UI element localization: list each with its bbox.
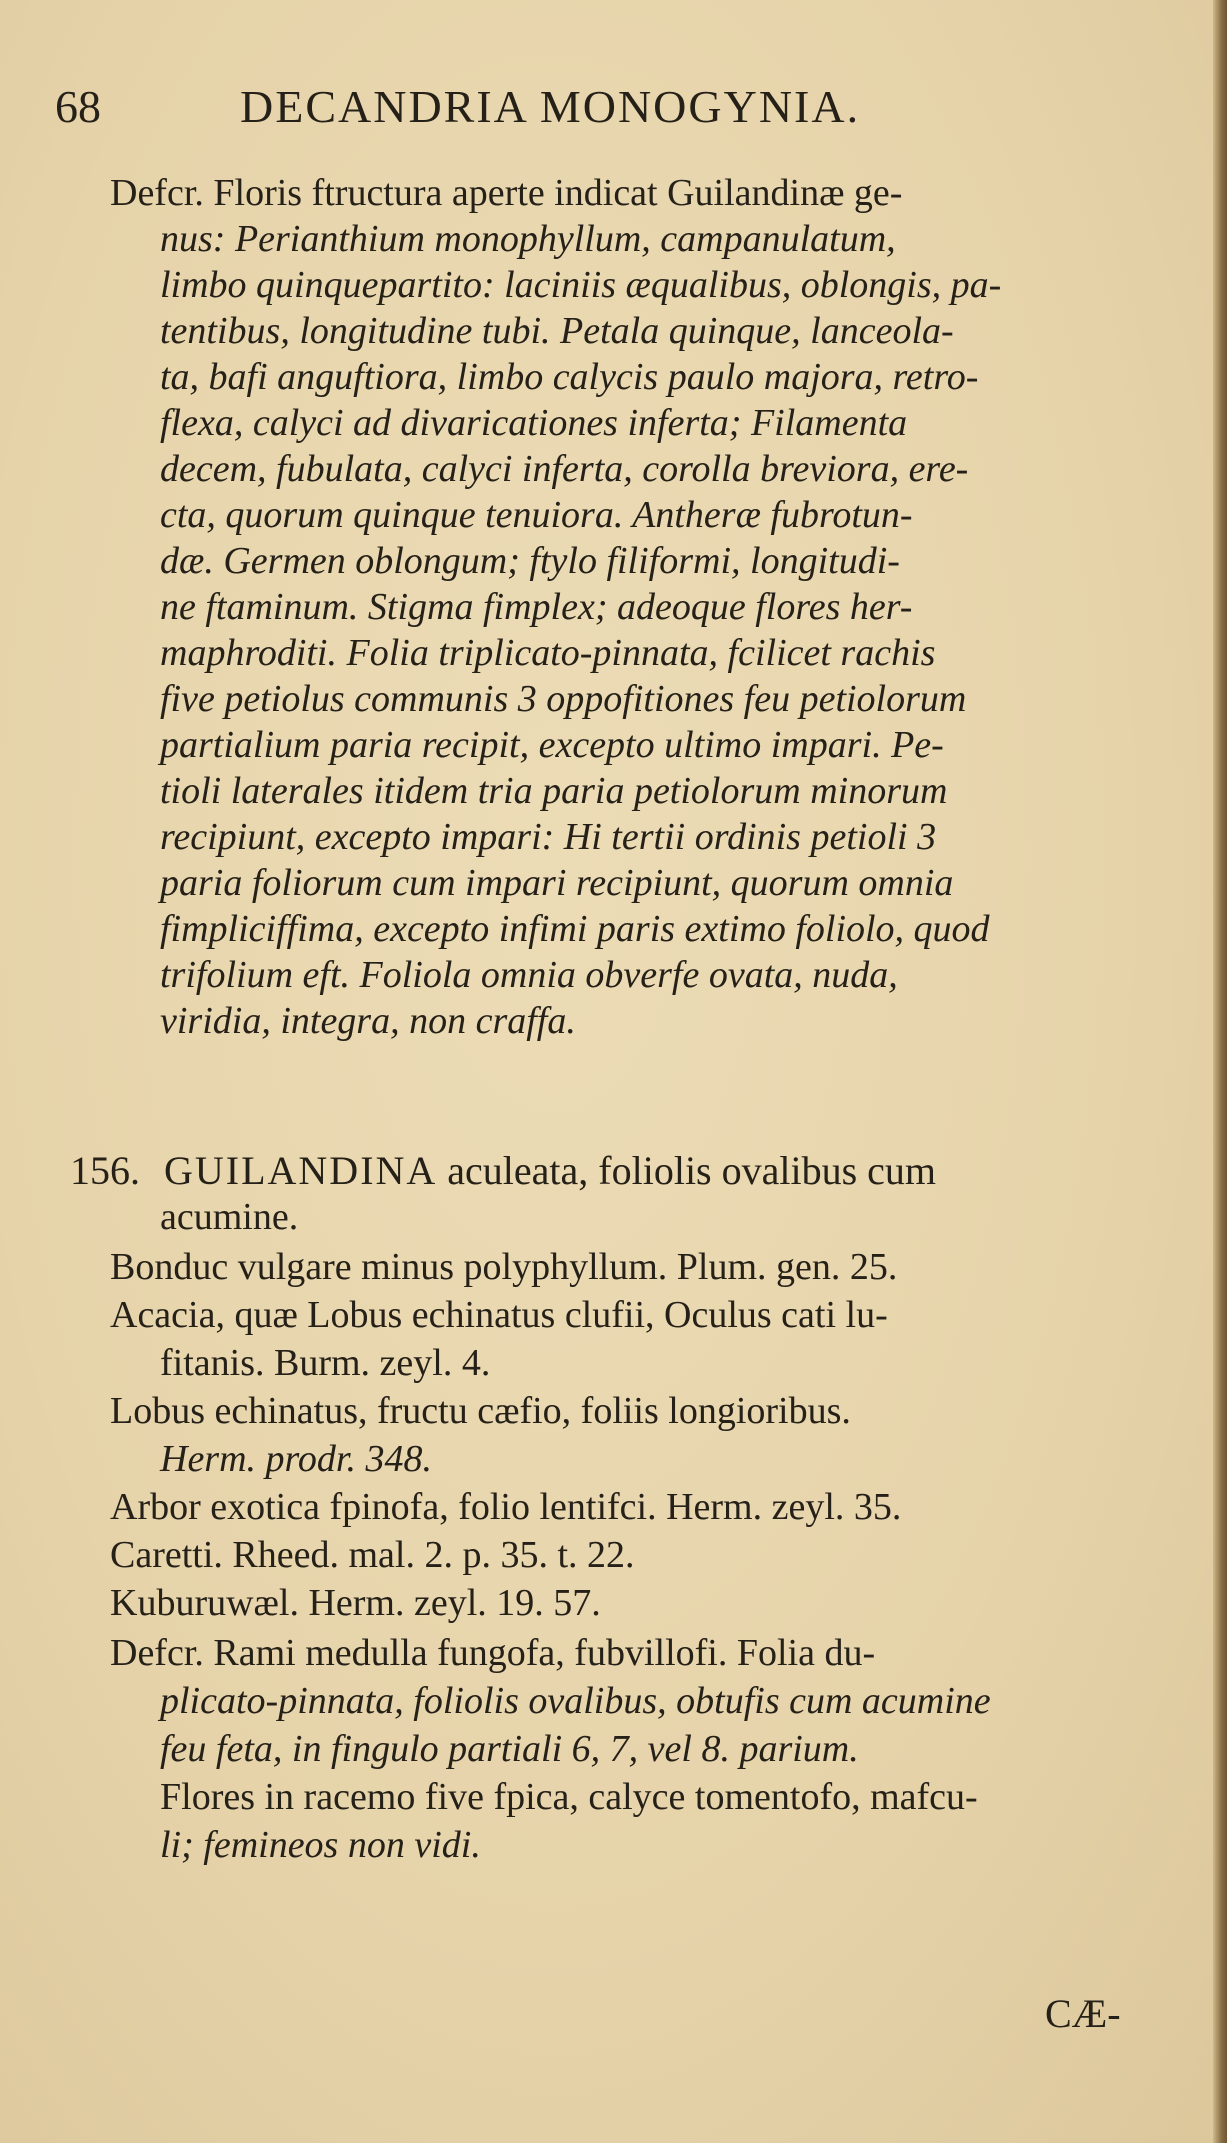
text-line: fimpliciffima, excepto infimi paris extimo foliolo, quod	[160, 908, 990, 950]
text-line: recipiunt, excepto impari: Hi tertii ordinis petioli 3	[160, 816, 937, 858]
synonym-line: Herm. prodr. 348.	[160, 1438, 432, 1480]
text-line: paria foliorum cum impari recipiunt, quorum omnia	[160, 862, 954, 904]
synonym-line: Arbor exotica fpinofa, folio lentifci. Herm. zeyl. 35.	[110, 1486, 902, 1528]
running-head: DECANDRIA MONOGYNIA.	[240, 81, 861, 132]
text-line: Defcr. Rami medulla fungofa, fubvillofi. Folia du-	[110, 1632, 876, 1674]
text-line: tentibus, longitudine tubi. Petala quinque, lanceola-	[160, 310, 954, 352]
text-line: ne ftaminum. Stigma fimplex; adeoque flores her-	[160, 586, 913, 628]
text-line: maphroditi. Folia triplicato-pinnata, fcilicet rachis	[160, 632, 936, 674]
diagnosis: aculeata, foliolis ovalibus cum	[447, 1148, 937, 1193]
text-line: five petiolus communis 3 oppofitiones feu petiolorum	[160, 678, 967, 720]
entry-heading	[70, 1148, 936, 1194]
text-line: plicato-pinnata, foliolis ovalibus, obtufis cum acumine	[160, 1680, 991, 1722]
text-line: decem, fubulata, calyci inferta, corolla breviora, ere-	[160, 448, 969, 490]
synonym-line: fitanis. Burm. zeyl. 4.	[160, 1342, 491, 1384]
text-line: feu feta, in fingulo partiali 6, 7, vel 8. parium.	[160, 1728, 859, 1770]
synonym-line: Acacia, quæ Lobus echinatus clufii, Oculus cati lu-	[110, 1294, 888, 1336]
diagnosis-continuation: acumine.	[160, 1196, 299, 1238]
text-line: dæ. Germen oblongum; ftylo filiformi, longitudi-	[160, 540, 900, 582]
synonym-line: Caretti. Rheed. mal. 2. p. 35. t. 22.	[110, 1534, 635, 1576]
text-line: ta, bafi anguftiora, limbo calycis paulo majora, retro-	[160, 356, 979, 398]
text-line: limbo quinquepartito: laciniis æqualibus, oblongis, pa-	[160, 264, 1002, 306]
text-line: nus: Perianthium monophyllum, campanulatum,	[160, 218, 896, 260]
catchword: CÆ-	[1045, 1991, 1121, 2036]
page-header	[0, 80, 1227, 140]
text-line: Defcr. Floris ftructura aperte indicat Guilandinæ ge-	[110, 172, 903, 214]
text-line: partialium paria recipit, excepto ultimo impari. Pe-	[160, 724, 944, 766]
text-line: viridia, integra, non craffa.	[160, 1000, 576, 1042]
page-edge	[1213, 0, 1227, 2143]
synonym-line: Bonduc vulgare minus polyphyllum. Plum. gen. 25.	[110, 1246, 898, 1288]
text-line: flexa, calyci ad divaricationes inferta; Filamenta	[160, 402, 908, 444]
entry-number: 156.	[70, 1148, 140, 1193]
text-line: cta, quorum quinque tenuiora. Antheræ fubrotun-	[160, 494, 913, 536]
text-line: tioli laterales itidem tria paria petiolorum minorum	[160, 770, 948, 812]
genus-name: GUILANDINA	[164, 1148, 438, 1193]
page-number: 68	[55, 81, 101, 132]
synonym-line: Kuburuwæl. Herm. zeyl. 19. 57.	[110, 1582, 601, 1624]
text-line: Flores in racemo five fpica, calyce tomentofo, mafcu-	[160, 1776, 978, 1818]
text-line: trifolium eft. Foliola omnia obverfe ovata, nuda,	[160, 954, 898, 996]
synonym-line: Lobus echinatus, fructu cæfio, foliis longioribus.	[110, 1390, 851, 1432]
text-line: li; femineos non vidi.	[160, 1824, 481, 1866]
